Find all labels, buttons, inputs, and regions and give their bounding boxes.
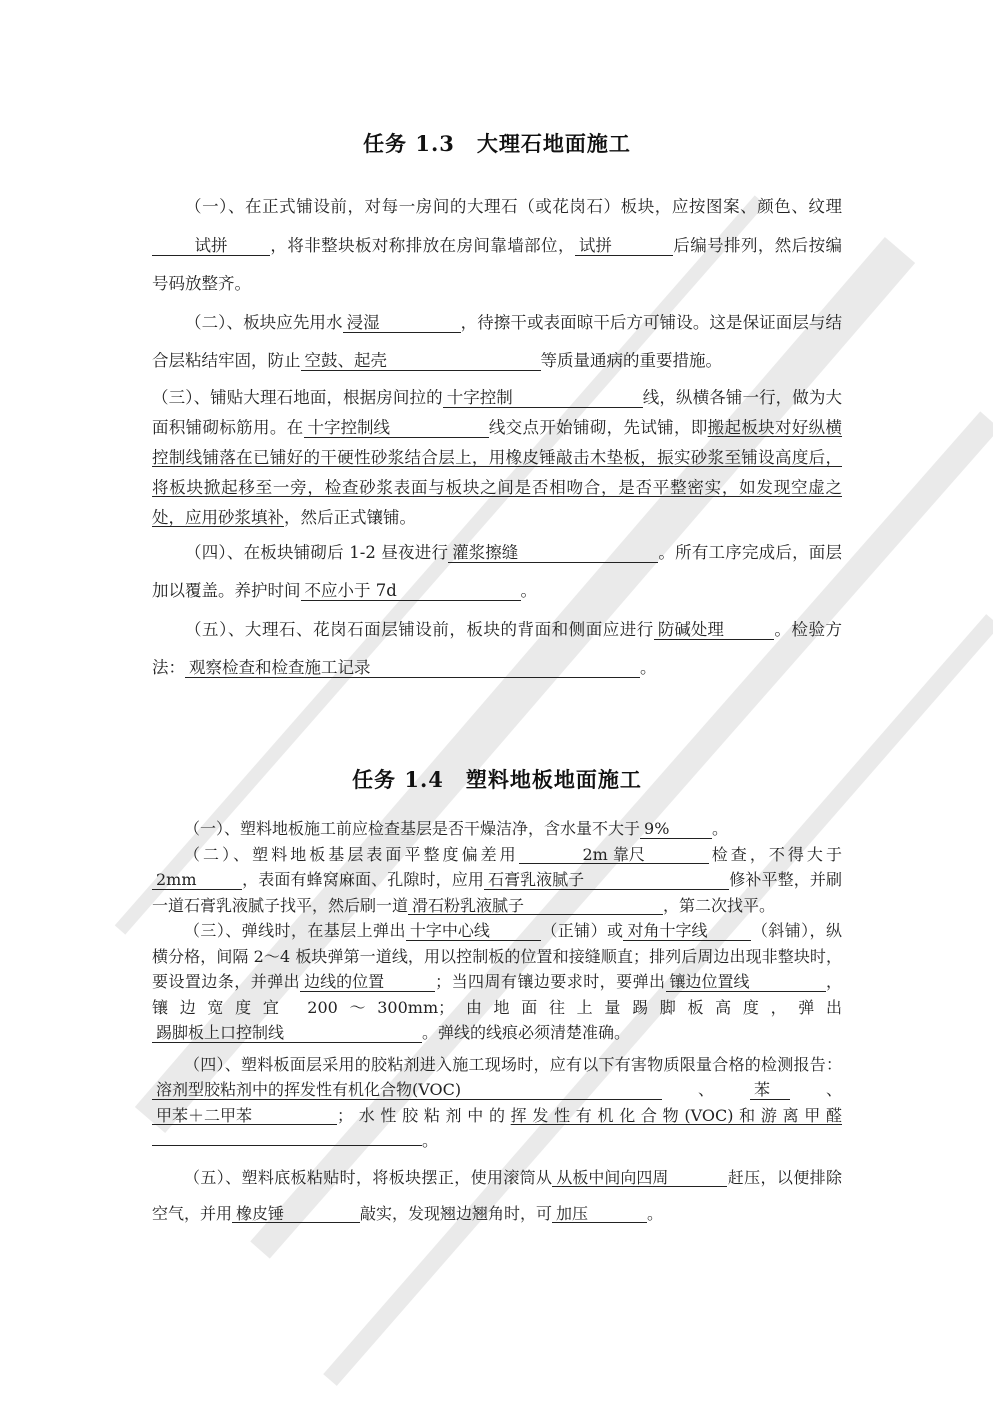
answer-blank: 苯 — [753, 1080, 770, 1099]
answer-blank: 溶剂型胶粘剂中的挥发性有机化合物(VOC) — [156, 1080, 462, 1099]
answer-blank: 边线的位置 — [304, 972, 385, 991]
document-page — [152, 128, 843, 1223]
answer-blank: 镶边位置线 — [669, 972, 750, 991]
answer-underlined: 挥发性有机化合物(VOC)和游离甲醛 — [510, 1105, 842, 1125]
answer-blank: 从板中间向四周 — [556, 1167, 669, 1187]
answer-blank: 浸湿 — [346, 312, 380, 332]
answer-blank: 十字控制 — [446, 387, 513, 407]
answer-blank: 十字中心线 — [409, 921, 490, 940]
paragraph-4: （四）、塑料板面层采用的胶粘剂进入施工现场时，应有以下有害物质限量合格的检测报告：溶剂型胶粘剂中的挥发性有机化合物(VOC) 、 苯 、甲苯＋二甲苯 ；水性胶粘剂中的挥发性有机化合物(VOC)和游离甲醛。 — [152, 1052, 842, 1154]
answer-blank: 橡皮锤 — [236, 1203, 285, 1223]
section-title: 任务 1.3 大理石地面施工 — [363, 131, 631, 156]
answer-blank: 观察检查和检查施工记录 — [189, 658, 371, 678]
paragraph-5: （五）、大理石、花岗石面层铺设前，板块的背面和侧面应进行 防碱处理 。检验方法： 观察检查和检查施工记录 。 — [152, 619, 842, 678]
answer-blank: 9% — [644, 819, 670, 838]
answer-blank: 对角十字线 — [627, 921, 708, 940]
answer-blank: 甲苯＋二甲苯 — [156, 1105, 253, 1125]
answer-blank: 试拼 — [578, 235, 612, 255]
paragraph-2: （二）、板块应先用水 浸湿 ，待擦干或表面晾干后方可铺设。这是保证面层与结合层粘结牢固，防止 空鼓、起壳 等质量通病的重要措施。 — [152, 312, 843, 370]
paragraph-1: （一）、在正式铺设前，对每一房间的大理石（或花岗石）板块，应按图案、颜色、纹理试拼 ，将非整块板对称排放在房间靠墙部位， 试拼 后编号排列，然后按编号码放整齐。 — [152, 197, 843, 293]
answer-blank: 加压 — [556, 1203, 589, 1223]
answer-blank: 滑石粉乳液腻子 — [412, 895, 525, 915]
paragraph-2: （二）、塑料地板基层表面平整度偏差用 2m 靠尺 检查，不得大于2mm ，表面有蜂窝麻面、孔隙时，应用 石膏乳液腻子 修补平整，并刷一道石膏乳液腻子找平，然后刷一道 滑石粉乳液腻子 ，第二次找平。 — [152, 844, 842, 915]
paragraph-3: （三）、弹线时，在基层上弹出 十字中心线 （正铺）或 对角十字线 （斜铺），纵横分格，间隔 2～4 板块弹第一道线，用以控制板的位置和接缝顺直；排列后周边出现非整块时，要设置边条，并弹出 边线的位置 ；当四周有镶边要求时，要弹出 镶边位置线 ，镶边宽度宜 200～300mm；由地面往上量踢脚板高度，弹出踢脚板上口控制线 。弹线的线痕必须清楚准确。 — [152, 921, 842, 1042]
answer-blank: 2m 靠尺 — [582, 844, 645, 864]
paragraph-3: （三）、铺贴大理石地面，根据房间拉的 十字控制 线，纵横各铺一行，做为大面积铺砌标筋用。在 十字控制线 线交点开始铺砌，先试铺，即搬起板块对好纵横控制线铺落在已铺好的干硬性砂浆结合层上，用橡皮锤敲击木垫板，振实砂浆至铺设高度后，将板块掀起移至一旁，检查砂浆表面与板块之间是否相吻合，是否平整密实，如发现空虚之处，应用砂浆填补，然后正式镶铺。 — [152, 387, 843, 528]
answer-blank: 踢脚板上口控制线 — [156, 1023, 285, 1042]
section-title: 任务 1.4 塑料地板地面施工 — [352, 767, 642, 792]
answer-underlined: 搬起板块对好纵横控制线铺落在已铺好的干硬性砂浆结合层上，用橡皮锤敲击木垫板，振实砂浆至铺设高度后，将板块掀起移至一旁，检查砂浆表面与板块之间是否相吻合，是否平整密实，如发现空虚之处，应用砂浆填补 — [152, 417, 843, 528]
answer-blank: 灌浆擦缝 — [452, 542, 519, 562]
answer-blank: 试拼 — [194, 235, 228, 255]
answer-blank: 2mm — [156, 870, 197, 889]
section-marble-floor — [152, 128, 842, 688]
paragraph-5: （五）、塑料底板粘贴时，将板块摆正，使用滚筒从 从板中间向四周 赶压，以便排除空气，并用 橡皮锤 敲实，发现翘边翘角时，可 加压 。 — [152, 1167, 842, 1223]
section-plastic-floor — [152, 764, 842, 1232]
answer-blank: 不应小于 7d — [304, 581, 397, 601]
answer-blank: 防碱处理 — [657, 619, 724, 639]
answer-blank: 十字控制线 — [307, 417, 390, 437]
answer-blank: 空鼓、起壳 — [304, 351, 387, 370]
paragraph-1: （一）、塑料地板施工前应检查基层是否干燥洁净，含水量不大于 9% 。 — [184, 819, 729, 838]
answer-blank: 石膏乳液腻子 — [488, 870, 585, 889]
paragraph-4: （四）、在板块铺砌后 1-2 昼夜进行 灌浆擦缝 。所有工序完成后，面层加以覆盖。养护时间 不应小于 7d 。 — [152, 542, 843, 601]
